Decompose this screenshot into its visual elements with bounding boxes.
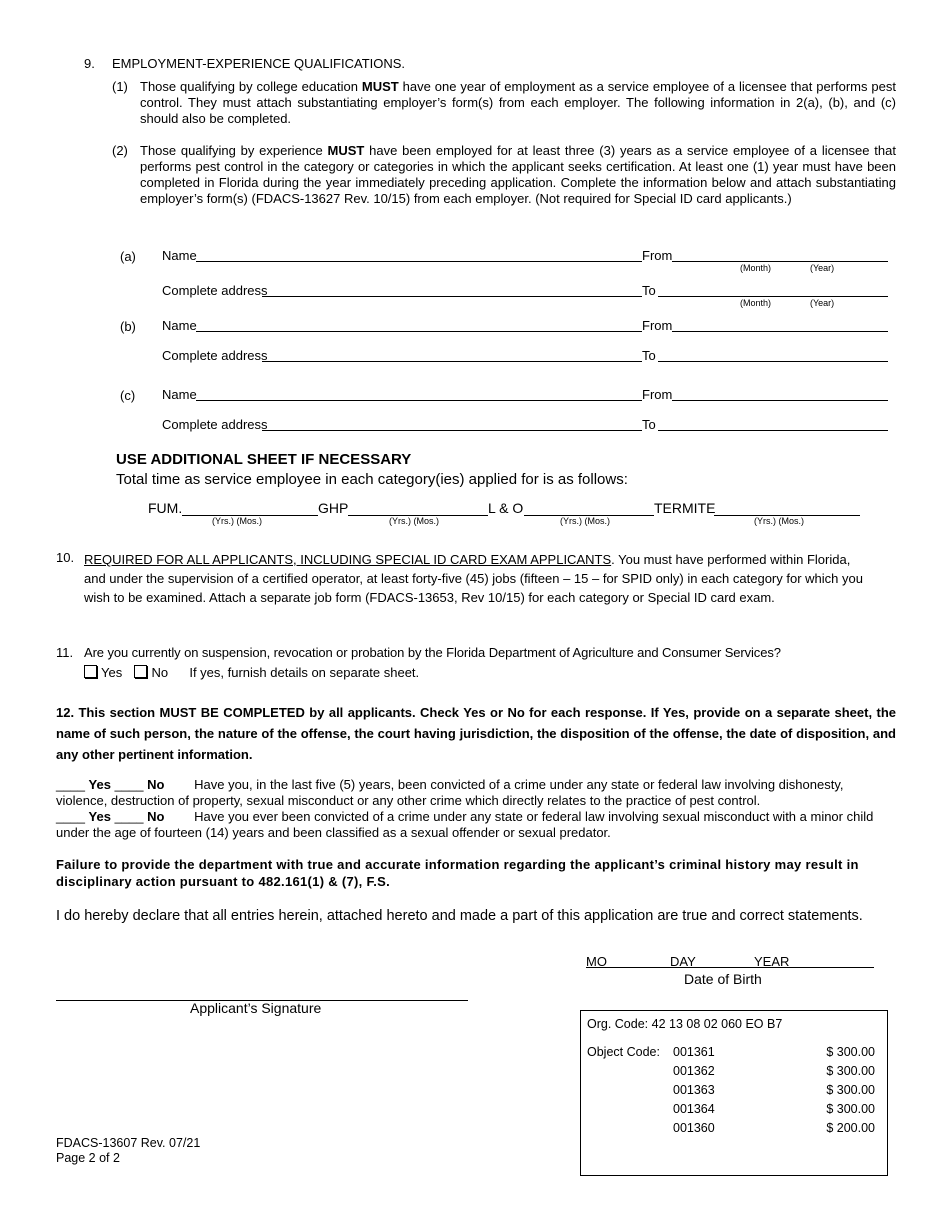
q2-no-label: No — [147, 809, 165, 824]
fee-amount: $ 200.00 — [826, 1121, 875, 1135]
employer-b-from-field[interactable] — [672, 331, 888, 332]
category-fum-label: FUM. — [148, 500, 183, 516]
para-2-must: MUST — [327, 143, 365, 158]
section-9-number: 9. — [84, 56, 95, 71]
q1-yes-blank[interactable]: ____ — [56, 777, 85, 792]
employer-a-to-month-label: (Month) — [740, 298, 772, 308]
failure-notice: Failure to provide the department with true and accurate information regarding the applicant’s criminal history may result in disciplinary action pursuant to 482.161(1) & (7), F.S. — [56, 857, 859, 889]
category-fum-sub: (Yrs.) (Mos.) — [212, 516, 262, 526]
category-lo-sub: (Yrs.) (Mos.) — [560, 516, 610, 526]
employer-a-name-field[interactable] — [196, 261, 642, 262]
org-code: Org. Code: 42 13 08 02 060 EO B7 — [587, 1017, 783, 1031]
section-11-yes-checkbox[interactable] — [84, 665, 97, 678]
employer-b-name-label: Name — [162, 318, 197, 333]
q2-text: Have you ever been convicted of a crime under any state or federal law involving sexual misconduct with a minor child under the age of fourteen (14) years and been classified as a sexual offender or sexual predator. — [56, 809, 874, 840]
section-10-body: . You must have performed within Florida, and under the supervision of a certified operator, at least forty-five (45) jobs (fifteen – 15 – for SPID only) in each category for which you wish to be examined. Attach a separate job form (FDACS-13653, Rev 10/15) for each category or Special ID card exam. — [84, 552, 863, 605]
employer-b-from-label: From — [642, 318, 673, 333]
dob-day-label: DAY — [670, 954, 696, 969]
total-time-text: Total time as service employee in each category(ies) applied for is as follows: — [116, 471, 628, 488]
fee-code: 001364 — [673, 1102, 715, 1116]
employer-a-from-field[interactable] — [672, 261, 888, 262]
employer-a-to-field[interactable] — [658, 296, 888, 297]
fee-code: 001362 — [673, 1064, 715, 1078]
q2-yes-blank[interactable]: ____ — [56, 809, 85, 824]
dob-field[interactable] — [586, 967, 874, 968]
employer-a-to-year-label: (Year) — [810, 298, 835, 308]
footer-page-number: Page 2 of 2 — [56, 1151, 120, 1165]
employer-c-letter: (c) — [120, 388, 136, 403]
section-12-instructions: 12. This section MUST BE COMPLETED by all applicants. Check Yes or No for each response. If Yes, provide on a separate sheet, the name of such person, the nature of the offense, the court having jurisdiction, the disposition of the offense, the date of disposition, and any other pertinent information. — [56, 705, 896, 762]
dob-month-label: MO — [586, 954, 607, 969]
fee-amount: $ 300.00 — [826, 1064, 875, 1078]
fee-code: 001363 — [673, 1083, 715, 1097]
section-10-required-notice: REQUIRED FOR ALL APPLICANTS, INCLUDING SPECIAL ID CARD EXAM APPLICANTS — [84, 552, 612, 567]
additional-sheet-heading: USE ADDITIONAL SHEET IF NECESSARY — [116, 451, 412, 468]
section-9-title: EMPLOYMENT-EXPERIENCE QUALIFICATIONS. — [112, 56, 406, 71]
section-11-answers — [84, 665, 419, 680]
fee-row — [581, 1045, 887, 1064]
q1-no-label: No — [147, 777, 165, 792]
employer-a-address-field[interactable] — [262, 296, 642, 297]
employer-a-from-year-label: (Year) — [810, 263, 835, 273]
para-1-must: MUST — [361, 79, 399, 94]
footer-form-number: FDACS-13607 Rev. 07/21 — [56, 1136, 201, 1150]
employer-c-to-field[interactable] — [658, 430, 888, 431]
employer-a-from-month-label: (Month) — [740, 263, 772, 273]
fee-code: 001360 — [673, 1121, 715, 1135]
q2-no-blank[interactable]: ____ — [114, 809, 144, 824]
section-11-no-checkbox[interactable] — [134, 665, 147, 678]
category-ghp-label: GHP — [318, 500, 349, 516]
section-10-text — [84, 550, 864, 607]
section-11-question: Are you currently on suspension, revocation or probation by the Florida Department of Agriculture and Consumer Services? — [84, 645, 781, 660]
para-2-text — [140, 143, 896, 207]
fee-amount: $ 300.00 — [826, 1083, 875, 1097]
q1-text: Have you, in the last five (5) years, been convicted of a crime under any state or federal law involving dishonesty, violence, destruction of property, sexual misconduct or any other crime which directly relates to the practice of pest control. — [56, 777, 844, 808]
fee-row — [581, 1083, 887, 1102]
para-1-number: (1) — [112, 79, 128, 94]
employer-b-to-field[interactable] — [658, 361, 888, 362]
category-ghp-sub: (Yrs.) (Mos.) — [389, 516, 439, 526]
employer-a-address-label: Complete address — [162, 283, 268, 298]
para-2-number: (2) — [112, 143, 128, 158]
employer-c-address-label: Complete address — [162, 417, 268, 432]
section-11-details-note: If yes, furnish details on separate sheet. — [189, 665, 420, 680]
para-2-part-b: have been employed for at least three (3) years as a service employee of a licensee that performs pest control in the category or categories in which the applicant seeks certification. At least one (1) year must have been completed in Florida during the year immediately preceding application. Complete the information below and attach substantiating employer’s form(s) (FDACS-13627 Rev. 10/15) from each employer. (Not required for Special ID card applicants.) — [140, 143, 896, 206]
q1-no-blank[interactable]: ____ — [114, 777, 144, 792]
employer-c-name-label: Name — [162, 387, 197, 402]
para-1-part-b: have one year of employment as a service employee of a licensee that performs pest control. They must attach substantiating employer’s form(s) from each employer. The following information in 2(a), (b), and (c) should also be completed. — [140, 79, 896, 126]
employer-b-address-field[interactable] — [262, 361, 642, 362]
section-12-question-2 — [56, 809, 896, 841]
para-1-part-a: Those qualifying by college education — [140, 79, 362, 94]
fee-amount: $ 300.00 — [826, 1102, 875, 1116]
employer-a-from-label: From — [642, 248, 673, 263]
fee-row — [581, 1121, 887, 1140]
employer-c-to-label: To — [642, 417, 656, 432]
employer-b-letter: (b) — [120, 319, 136, 334]
employer-c-from-label: From — [642, 387, 673, 402]
fee-amount: $ 300.00 — [826, 1045, 875, 1059]
fee-row — [581, 1102, 887, 1121]
employer-c-from-field[interactable] — [672, 400, 888, 401]
dob-caption: Date of Birth — [684, 971, 762, 987]
employer-b-address-label: Complete address — [162, 348, 268, 363]
signature-label: Applicant’s Signature — [190, 1000, 322, 1016]
employer-c-name-field[interactable] — [196, 400, 642, 401]
employer-c-address-field[interactable] — [262, 430, 642, 431]
employer-b-name-field[interactable] — [196, 331, 642, 332]
q2-yes-label: Yes — [88, 809, 111, 824]
section-11-yes-label: Yes — [101, 665, 123, 680]
section-12-question-1 — [56, 777, 896, 809]
employer-a-to-label: To — [642, 283, 656, 298]
employer-a-name-label: Name — [162, 248, 197, 263]
para-2-part-a: Those qualifying by experience — [140, 143, 328, 158]
category-termite-sub: (Yrs.) (Mos.) — [754, 516, 804, 526]
fee-row — [581, 1064, 887, 1083]
q1-yes-label: Yes — [88, 777, 111, 792]
fee-code: 001361 — [673, 1045, 715, 1059]
dob-year-label: YEAR — [754, 954, 790, 969]
para-1-text — [140, 79, 896, 127]
category-termite-label: TERMITE — [654, 500, 716, 516]
declaration-text: I do hereby declare that all entries herein, attached hereto and made a part of this application are true and correct statements. — [56, 908, 863, 924]
employer-b-to-label: To — [642, 348, 656, 363]
employer-a-letter: (a) — [120, 249, 136, 264]
fee-rows — [581, 1045, 887, 1145]
section-10-number: 10. — [56, 550, 75, 565]
category-lo-label: L & O — [488, 500, 524, 516]
section-11-number: 11. — [56, 645, 74, 660]
fee-box — [580, 1010, 888, 1176]
section-11-no-label: No — [151, 665, 169, 680]
object-code-label: Object Code: — [587, 1045, 660, 1059]
